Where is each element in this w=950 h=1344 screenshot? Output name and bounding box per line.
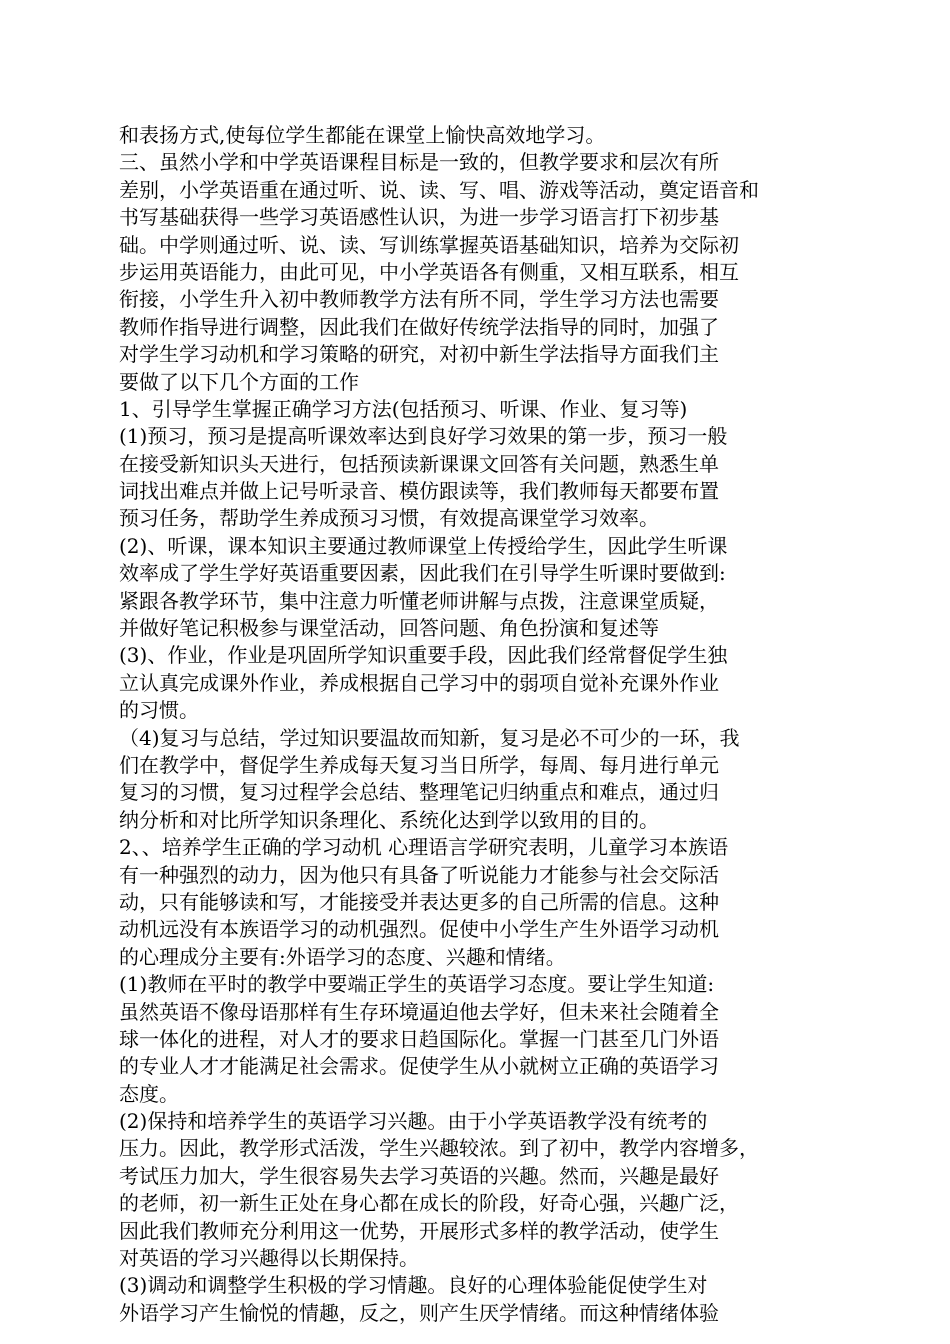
text-line: (2)、听课，课本知识主要通过教师课堂上传授给学生，因此学生听课 xyxy=(119,533,728,558)
text-line: 外语学习产生愉悦的情趣，反之，则产生厌学情绪。而这种情绪体验 xyxy=(119,1300,719,1325)
text-line: 预习任务，帮助学生养成预习习惯，有效提高课堂学习效率。 xyxy=(119,506,659,531)
text-line: 们在教学中，督促学生养成每天复习当日所学，每周、每月进行单元 xyxy=(119,752,719,777)
text-line: 压力。因此，教学形式活泼，学生兴趣较浓。到了初中，教学内容增多， xyxy=(119,1136,759,1161)
text-line: 的专业人才才能满足社会需求。促使学生从小就树立正确的英语学习 xyxy=(119,1054,719,1079)
text-line: 球一体化的进程，对人才的要求日趋国际化。掌握一门甚至几门外语 xyxy=(119,1026,719,1051)
text-line: 在接受新知识头天进行，包括预读新课课文回答有关问题，熟悉生单 xyxy=(119,451,719,476)
text-line: 效率成了学生学好英语重要因素，因此我们在引导学生听课时要做到: xyxy=(119,561,726,586)
text-line: (1)教师在平时的教学中要端正学生的英语学习态度。要让学生知道: xyxy=(119,972,715,997)
text-line: 因此我们教师充分利用这一优势，开展形式多样的教学活动，使学生 xyxy=(119,1218,719,1243)
text-line: 教师作指导进行调整，因此我们在做好传统学法指导的同时，加强了 xyxy=(119,314,719,339)
text-line: 对学生学习动机和学习策略的研究，对初中新生学法指导方面我们主 xyxy=(119,342,719,367)
text-line: 的习惯。 xyxy=(119,698,199,723)
text-line: 并做好笔记积极参与课堂活动，回答问题、角色扮演和复述等 xyxy=(119,616,659,641)
text-line: (3)调动和调整学生积极的学习情趣。良好的心理体验能促使学生对 xyxy=(119,1273,708,1298)
text-line: 1、引导学生掌握正确学习方法(包括预习、听课、作业、复习等) xyxy=(119,396,688,421)
text-line: 虽然英语不像母语那样有生存环境逼迫他去学好，但未来社会随着全 xyxy=(119,999,719,1024)
text-line: 态度。 xyxy=(119,1081,179,1106)
text-line: 立认真完成课外作业，养成根据自己学习中的弱项自觉补充课外作业 xyxy=(119,670,719,695)
text-line: 步运用英语能力，由此可见，中小学英语各有侧重，又相互联系，相互 xyxy=(119,259,739,284)
text-line: (3)、作业，作业是巩固所学知识重要手段，因此我们经常督促学生独 xyxy=(119,643,728,668)
text-line: 础。中学则通过听、说、读、写训练掌握英语基础知识，培养为交际初 xyxy=(119,232,739,257)
text-line: 2、、培养学生正确的学习动机 心理语言学研究表明，儿童学习本族语 xyxy=(119,835,729,860)
text-line: 和表扬方式,使每位学生都能在课堂上愉快高效地学习。 xyxy=(119,123,606,147)
text-line: 词找出难点并做上记号听录音、模仿跟读等，我们教师每天都要布置 xyxy=(119,479,719,504)
text-line: 有一种强烈的动力，因为他只有具备了听说能力才能参与社会交际活 xyxy=(119,862,719,887)
text-line: 差别，小学英语重在通过听、说、读、写、唱、游戏等活动，奠定语音和 xyxy=(119,177,759,202)
text-line: 要做了以下几个方面的工作 xyxy=(119,369,359,394)
text-line: 纳分析和对比所学知识条理化、系统化达到学以致用的目的。 xyxy=(119,807,659,832)
text-line: 对英语的学习兴趣得以长期保持。 xyxy=(119,1246,419,1271)
text-line: 动，只有能够读和写，才能接受并表达更多的自己所需的信息。这种 xyxy=(119,889,719,914)
document-body xyxy=(119,122,835,1327)
text-line: 衔接，小学生升入初中教师教学方法有所不同，学生学习方法也需要 xyxy=(119,287,719,312)
text-line: (2)保持和培养学生的英语学习兴趣。由于小学英语教学没有统考的 xyxy=(119,1109,708,1134)
text-line: （4)复习与总结，学过知识要温故而知新，复习是必不可少的一环，我 xyxy=(119,725,740,750)
text-line: 动机远没有本族语学习的动机强烈。促使中小学生产生外语学习动机 xyxy=(119,917,719,942)
text-line: 紧跟各教学环节，集中注意力听懂老师讲解与点拨，注意课堂质疑， xyxy=(119,588,719,613)
text-line: 的心理成分主要有:外语学习的态度、兴趣和情绪。 xyxy=(119,944,566,969)
text-line: (1)预习，预习是提高听课效率达到良好学习效果的第一步，预习一般 xyxy=(119,424,728,449)
text-line: 考试压力加大，学生很容易失去学习英语的兴趣。然而，兴趣是最好 xyxy=(119,1163,719,1188)
text-line: 三、虽然小学和中学英语课程目标是一致的，但教学要求和层次有所 xyxy=(119,150,719,175)
text-line: 复习的习惯，复习过程学会总结、整理笔记归纳重点和难点，通过归 xyxy=(119,780,719,805)
text-line: 的老师，初一新生正处在身心都在成长的阶段，好奇心强，兴趣广泛， xyxy=(119,1191,739,1216)
text-line: 书写基础获得一些学习英语感性认识，为进一步学习语言打下初步基 xyxy=(119,205,719,230)
